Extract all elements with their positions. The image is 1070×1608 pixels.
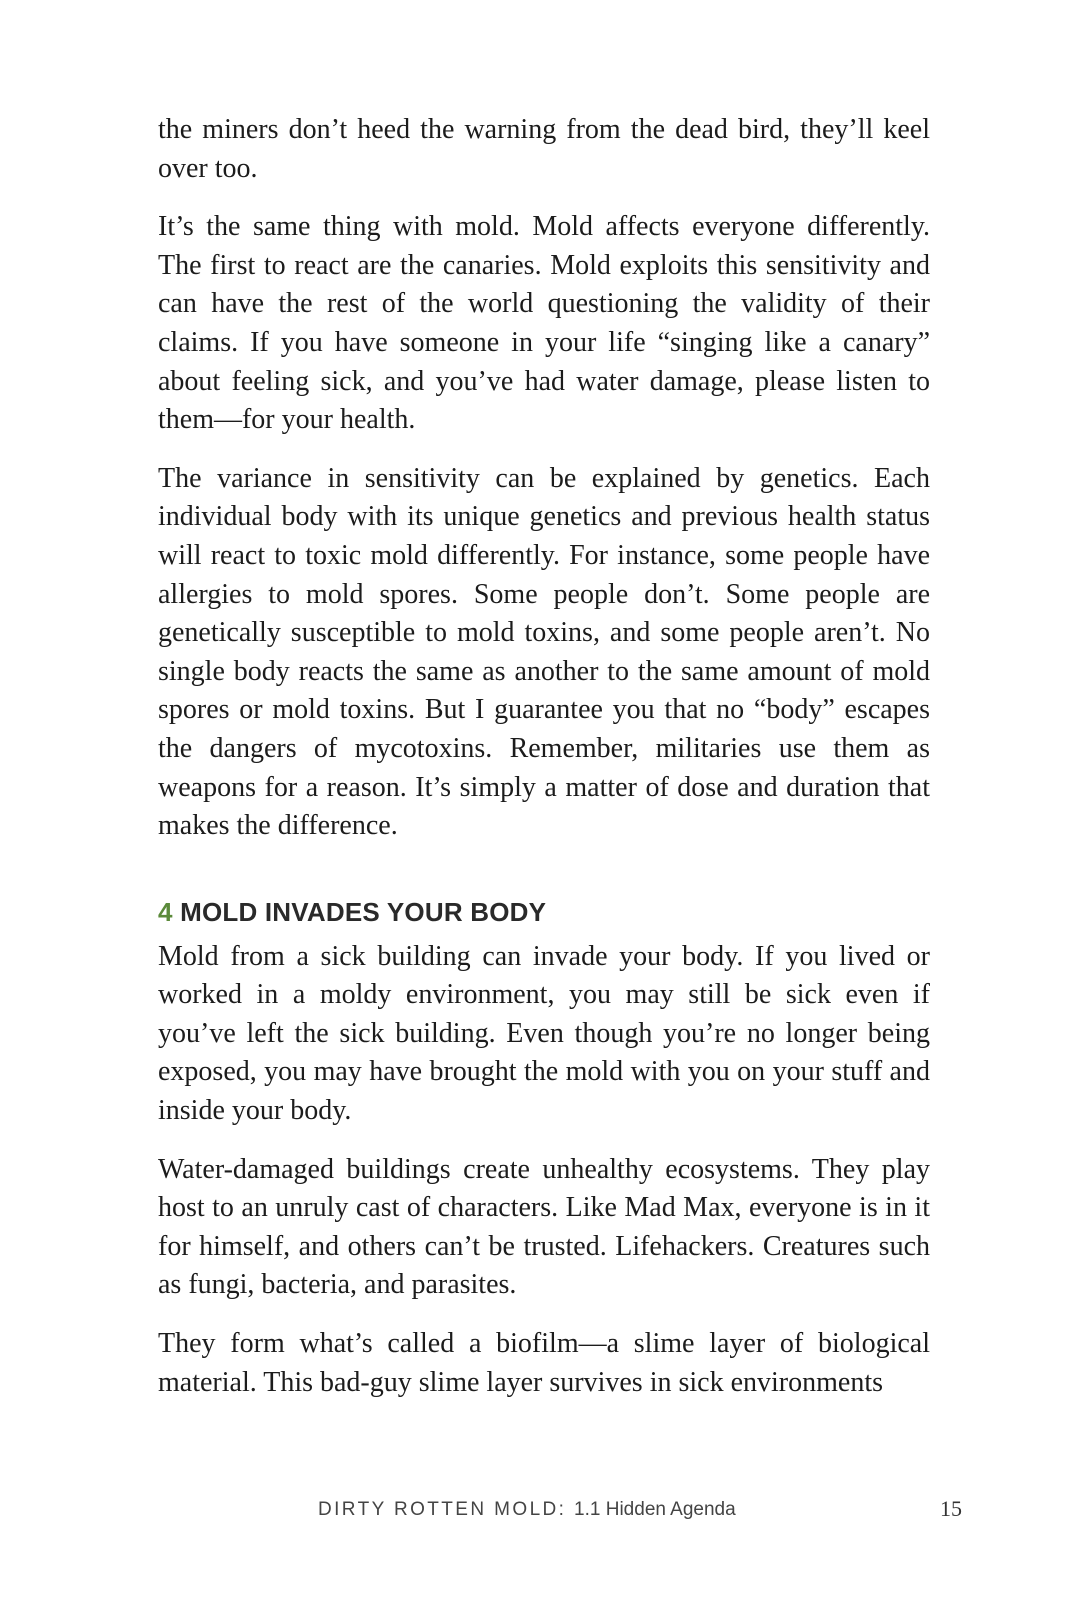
- running-footer: [318, 1494, 736, 1526]
- body-paragraph: the miners don’t heed the warning from the dead bird, they’ll keel over too.: [158, 114, 930, 184]
- footer-chapter: 1.1 Hidden Agenda: [574, 1499, 736, 1520]
- page-footer: [0, 1494, 1070, 1534]
- footer-book-title: DIRTY ROTTEN MOLD:: [318, 1499, 567, 1520]
- body-paragraph: Mold from a sick building can invade your body. If you lived or worked in a moldy environment, you may still be sick even if you’ve left the sick building. Even though you’re no longer being exposed, you may have brought the mold with you on your stuff and inside your body.: [158, 940, 930, 1127]
- body-paragraph: It’s the same thing with mold. Mold affects everyone differently. The first to react are the canaries. Mold exploits this sensitivity and can have the rest of the world questioning the validity of their claims. If you have someone in your life “singing like a canary” about feeling sick, and you’ve had water damage, please listen to them—for your health.: [158, 211, 930, 436]
- body-paragraph: They form what’s called a biofilm—a slime layer of biological material. This bad-guy slime layer survives in sick environments: [158, 1328, 930, 1398]
- section-number: 4: [158, 896, 173, 927]
- body-paragraph: The variance in sensitivity can be explained by genetics. Each individual body with its unique genetics and previous health status will react to toxic mold differently. For instance, some people have allergies to mold spores. Some people don’t. Some people are genetically susceptible to mold toxins, and some people aren’t. No single body reacts the same as another to the same amount of mold spores or mold toxins. But I guarantee you that no “body” escapes the dangers of mycotoxins. Remember, militaries use them as weapons for a reason. It’s simply a matter of dose and duration that makes the difference.: [158, 462, 930, 842]
- section-title: MOLD INVADES YOUR BODY: [180, 896, 547, 927]
- body-paragraph: Water-damaged buildings create unhealthy ecosystems. They play host to an unruly cast of characters. Like Mad Max, everyone is in it for himself, and others can’t be trusted. Lifehackers. Creatures such as fungi, bacteria, and parasites.: [158, 1153, 930, 1301]
- section-heading: [158, 892, 930, 932]
- text-column: [158, 111, 930, 1422]
- page-number: 15: [940, 1496, 962, 1521]
